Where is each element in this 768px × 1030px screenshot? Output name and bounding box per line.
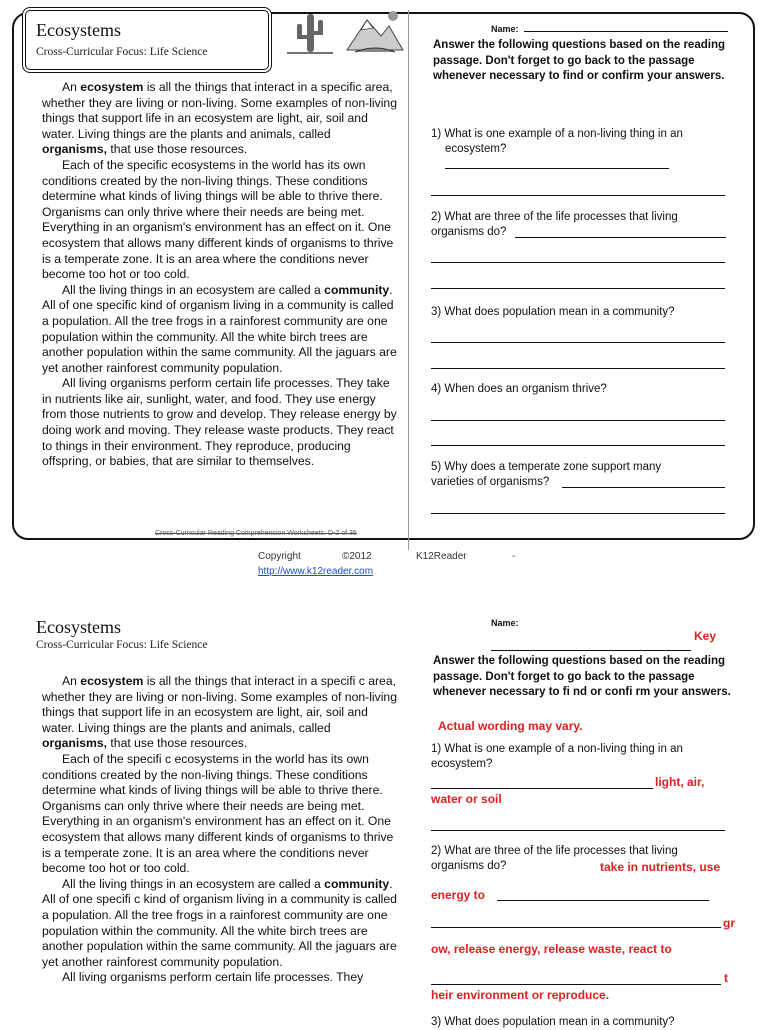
series-footer: Cross-Curricular Reading Comprehension Worksheets: D-2 of 36	[155, 530, 357, 537]
copyright-year: ©2012	[342, 551, 372, 562]
passage-paragraph: All living organisms perform certain life processes. They	[62, 970, 364, 985]
key-instructions: Answer the following questions based on the reading passage. Don't forget to go back to the passage whenever necessary to fi nd or confi rm your answers.	[433, 655, 731, 698]
title-box	[22, 7, 272, 73]
column-divider	[408, 10, 409, 550]
key-name-field[interactable]	[491, 650, 691, 651]
answer-line[interactable]	[445, 168, 669, 169]
question-5: 5) Why does a temperate zone support many varieties of organisms?	[431, 461, 662, 489]
answer-line[interactable]	[431, 288, 725, 289]
answer-line[interactable]	[497, 900, 709, 901]
mountain-landscape-illustration	[345, 8, 405, 56]
answer-line[interactable]	[431, 513, 725, 514]
answer-line[interactable]	[431, 342, 725, 343]
page-subtitle: Cross-Curricular Focus: Life Science	[36, 46, 208, 58]
key-name-label: Name:	[491, 618, 519, 628]
answer-line[interactable]	[431, 368, 725, 369]
answer-line[interactable]	[431, 420, 725, 421]
copyright-brand: K12Reader	[416, 551, 467, 562]
question-3: 3) What does population mean in a community?	[431, 306, 675, 318]
copyright-dash: -	[512, 551, 516, 562]
answer-line[interactable]	[431, 195, 725, 196]
answer-line[interactable]	[431, 927, 721, 928]
name-field[interactable]	[524, 31, 728, 32]
answer-line[interactable]	[431, 788, 653, 789]
website-link[interactable]: http://www.k12reader.com	[258, 566, 374, 577]
answer-2-text: ow, release energy, release waste, react to	[431, 942, 672, 956]
answer-line[interactable]	[515, 237, 726, 238]
key-reading-passage	[42, 674, 398, 1024]
answer-1-text: light, air,	[655, 775, 705, 789]
key-page-title: Ecosystems	[36, 617, 121, 637]
question-1: 1) What is one example of a non-living thing in an ecosystem?	[431, 128, 683, 156]
question-2: 2) What are three of the life processes that living organisms do?	[431, 211, 678, 239]
passage-paragraph: An ecosystem is all the things that interact in a specific area, whether they are living or non-living. Some examples of non-living things that support life in an ecosystem are light, air, soil and water. Living things are the plants and animals, called organisms, that use those resources.	[42, 80, 397, 157]
answer-2-text: energy to	[431, 888, 486, 902]
answer-line[interactable]	[431, 262, 725, 263]
key-page-subtitle: Cross-Curricular Focus: Life Science	[36, 639, 208, 651]
passage-paragraph: All living organisms perform certain life processes. They take in nutrients like air, sunlight, water, and food. They use energy from those nutrients to grow and develop. They release energy by doing work and moving. They release waste products. They react to things in their environment. They reproduce, producing offspring, or babies, that are similar to themselves.	[42, 376, 397, 469]
question-4: 4) When does an organism thrive?	[431, 383, 607, 395]
answer-line[interactable]	[562, 487, 725, 488]
answer-2-text: heir environment or reproduce.	[431, 988, 610, 1002]
passage-paragraph: Each of the specifi c ecosystems in the world has its own conditions created by the non-living things. These conditions determine what kinds of living things will be able to thrive there. Organisms can only thrive where their needs are being met. Everything in an organism's environment has an effect on it. One ecosystem that allows many different kinds of organisms to thrive is a temperate zone. It is an area where the conditions never become too hot or too cold.	[42, 751, 394, 876]
passage-paragraph: All the living things in an ecosystem are called a community. All of one specifi c kind of organism living in a community is called a population. All the tree frogs in a rainforest community are one population within the community. All the white birch trees are another population within the same community. All the jaguars are yet another rainforest community population.	[42, 876, 397, 969]
page-title: Ecosystems	[36, 20, 121, 40]
reading-passage	[42, 80, 398, 470]
cactus-illustration	[285, 8, 335, 56]
passage-paragraph: An ecosystem is all the things that interact in a specifi c area, whether they are living or non-living. Some examples of non-living things that support life in an ecosystem are light, air, soil and water. Living things are the plants and animals, called organisms, that use those resources.	[42, 674, 397, 751]
passage-paragraph: Each of the specific ecosystems in the world has its own conditions created by the non-living things. These conditions determine what kinds of living things will be able to thrive there. Organisms can only thrive where their needs are being met. Everything in an organism's environment has an effect on it. One ecosystem that allows many different kinds of organisms to thrive is a temperate zone. It is an area where the conditions never become too hot or too cold.	[42, 157, 394, 282]
key-question-3: 3) What does population mean in a community?	[431, 1016, 675, 1028]
passage-paragraph: All the living things in an ecosystem are called a community. All of one specific kind of organism living in a community is called a population. All the tree frogs in a rainforest community are one population within the community. All the white birch trees are another population within the same community. All the jaguars are yet another rainforest community population.	[42, 282, 397, 375]
answer-line[interactable]	[431, 984, 721, 985]
answer-line[interactable]	[431, 830, 725, 831]
answer-line[interactable]	[431, 445, 725, 446]
name-label: Name:	[491, 24, 519, 34]
key-question-2: 2) What are three of the life processes that living organisms do?	[431, 845, 678, 873]
key-question-1: 1) What is one example of a non-living thing in an ecosystem?	[431, 743, 683, 771]
key-label: Key	[694, 629, 717, 643]
instructions: Answer the following questions based on the reading passage. Don't forget to go back to the passage whenever necessary to find or confirm your answers.	[433, 39, 725, 82]
answer-2-text: t	[724, 971, 728, 985]
key-note: Actual wording may vary.	[438, 719, 583, 733]
answer-2-text: gr	[723, 916, 735, 930]
answer-2-text: take in nutrients, use	[600, 860, 721, 874]
copyright-label: Copyright	[258, 551, 301, 562]
answer-1-text: water or soil	[431, 792, 502, 806]
